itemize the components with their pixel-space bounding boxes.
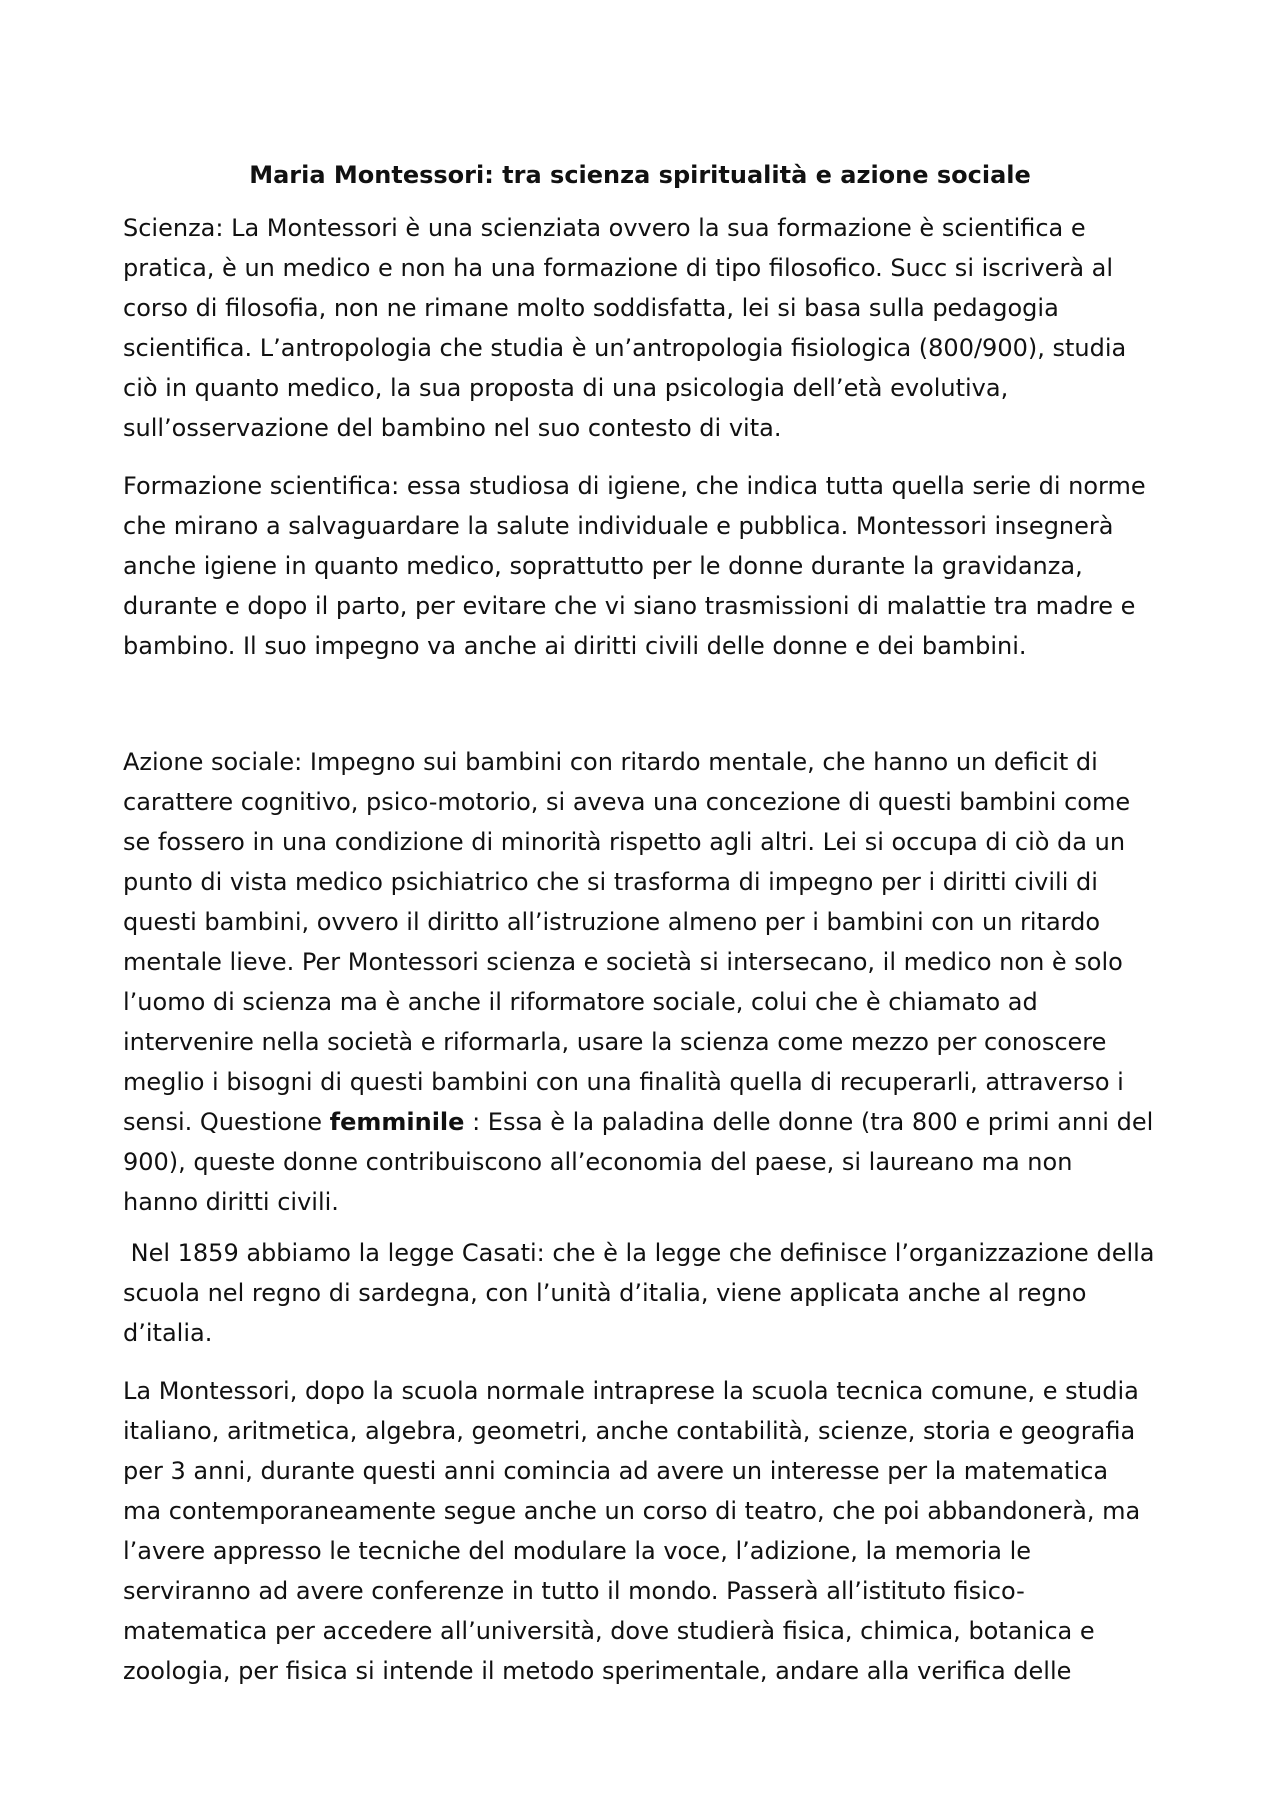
text-line: scuola nel regno di sardegna, con l’unità d’italia, viene applicata anche al regno (123, 1279, 1087, 1307)
text-line: ciò in quanto medico, la sua proposta di una psicologia dell’età evolutiva, (123, 374, 1009, 402)
text-line: meglio i bisogni di questi bambini con una finalità quella di recuperarli, attraverso i (123, 1068, 1124, 1096)
text-line: punto di vista medico psichiatrico che si trasforma di impegno per i diritti civili di (123, 868, 1098, 896)
text-line: carattere cognitivo, psico-motorio, si aveva una concezione di questi bambini come (123, 788, 1131, 816)
text-line: matematica per accedere all’università, dove studierà fisica, chimica, botanica e (123, 1617, 1095, 1645)
text-line: che mirano a salvaguardare la salute individuale e pubblica. Montessori insegnerà (123, 512, 1114, 540)
paragraph-scienza (123, 208, 1163, 448)
text-line: per 3 anni, durante questi anni comincia ad avere un interesse per la matematica (123, 1457, 1109, 1485)
paragraph-azione-sociale (123, 742, 1163, 1222)
text-line: serviranno ad avere conferenze in tutto il mondo. Passerà all’istituto fisico- (123, 1577, 1025, 1605)
text-line: 900), queste donne contribuiscono all’economia del paese, si laureano ma non (123, 1148, 1073, 1176)
text-line: scientifica. L’antropologia che studia è un’antropologia fisiologica (800/900), studia (123, 334, 1127, 362)
text-line: d’italia. (123, 1319, 213, 1347)
text-line: l’uomo di scienza ma è anche il riformatore sociale, colui che è chiamato ad (123, 988, 1038, 1016)
text-line: se fossero in una condizione di minorità rispetto agli altri. Lei si occupa di ciò da un (123, 828, 1126, 856)
paragraph-studi (123, 1371, 1163, 1691)
bold-term-femminile: femminile (329, 1108, 465, 1136)
text-line: sull’osservazione del bambino nel suo contesto di vita. (123, 414, 782, 442)
text-line: ma contemporaneamente segue anche un corso di teatro, che poi abbandonerà, ma (123, 1497, 1141, 1525)
paragraph-formazione (123, 466, 1163, 666)
text-segment: sensi. Questione (123, 1108, 330, 1136)
text-segment: : Essa è la paladina delle donne (tra 800 e primi anni del (464, 1108, 1154, 1136)
paragraph-legge-casati (123, 1233, 1163, 1353)
text-line: bambino. Il suo impegno va anche ai diritti civili delle donne e dei bambini. (123, 632, 1027, 660)
document-title: Maria Montessori: tra scienza spiritualità e azione sociale (249, 161, 1031, 189)
text-line: anche igiene in quanto medico, soprattutto per le donne durante la gravidanza, (123, 552, 1083, 580)
text-line: italiano, aritmetica, algebra, geometri, anche contabilità, scienze, storia e geografia (123, 1417, 1136, 1445)
text-line: l’avere appresso le tecniche del modulare la voce, l’adizione, la memoria le (123, 1537, 1032, 1565)
text-line: La Montessori, dopo la scuola normale intraprese la scuola tecnica comune, e studia (123, 1377, 1139, 1405)
text-line: hanno diritti civili. (123, 1188, 339, 1216)
text-line: zoologia, per fisica si intende il metodo sperimentale, andare alla verifica delle (123, 1657, 1072, 1685)
text-line: Scienza: La Montessori è una scienziata ovvero la sua formazione è scientifica e (123, 214, 1086, 242)
text-line: durante e dopo il parto, per evitare che vi siano trasmissioni di malattie tra madre e (123, 592, 1136, 620)
text-line: intervenire nella società e riformarla, usare la scienza come mezzo per conoscere (123, 1028, 1107, 1056)
text-line: pratica, è un medico e non ha una formazione di tipo filosofico. Succ si iscriverà al (123, 254, 1114, 282)
text-line: corso di filosofia, non ne rimane molto soddisfatta, lei si basa sulla pedagogia (123, 294, 1059, 322)
text-line: Nel 1859 abbiamo la legge Casati: che è la legge che definisce l’organizzazione della (123, 1239, 1155, 1267)
text-line: Formazione scientifica: essa studiosa di igiene, che indica tutta quella serie di norme (123, 472, 1146, 500)
text-line: mentale lieve. Per Montessori scienza e società si intersecano, il medico non è solo (123, 948, 1123, 976)
text-line: questi bambini, ovvero il diritto all’istruzione almeno per i bambini con un ritardo (123, 908, 1101, 936)
text-line: Azione sociale: Impegno sui bambini con ritardo mentale, che hanno un deficit di (123, 748, 1098, 776)
text-line-mixed (123, 1102, 1163, 1142)
